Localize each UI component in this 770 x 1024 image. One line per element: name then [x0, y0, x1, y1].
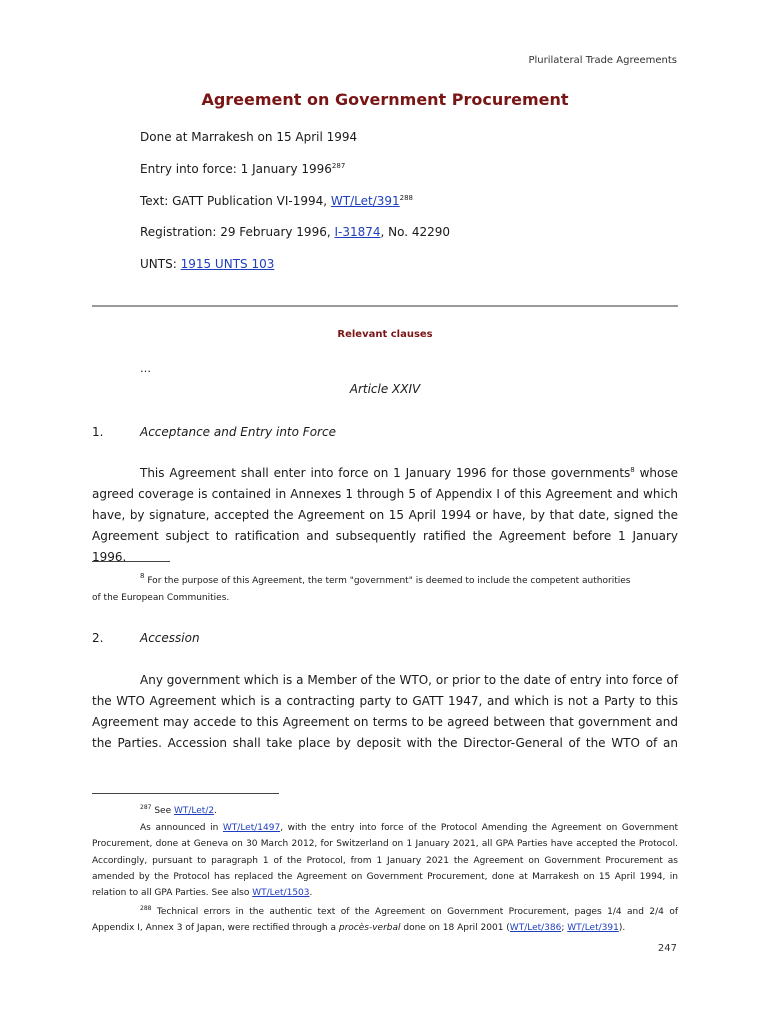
section-2-paragraph	[92, 670, 678, 754]
wt-let-386-link[interactable]: WT/Let/386	[509, 923, 562, 934]
footnote-287	[92, 803, 678, 819]
footnote-288-end: ).	[618, 923, 626, 934]
wt-let-1503-link[interactable]: WT/Let/1503	[252, 888, 310, 899]
unts-prefix: UNTS:	[140, 257, 181, 271]
registration-line	[140, 225, 450, 239]
footnote-288	[92, 904, 678, 937]
footnote-288-sep: ;	[561, 923, 568, 934]
registration-prefix: Registration: 29 February 1996,	[140, 225, 335, 239]
footnote-287-marker: 287	[140, 804, 152, 811]
footnote-288-text: Technical errors in the authentic text of the Agreement on Government Procurement, pages 1/4 and 2/4 of Appendix I, Annex 3 of Japan, were rectified through a	[92, 907, 678, 934]
footnote-ref-287[interactable]: 287	[331, 162, 346, 170]
section-1-heading: Acceptance and Entry into Force	[140, 425, 336, 439]
footnote-288-italic: procès-verbal	[338, 923, 401, 934]
done-at-line	[140, 130, 357, 144]
text-line	[140, 194, 413, 208]
footnote-8-text-2: of the European Communities.	[92, 593, 230, 603]
section-1-text-a: This Agreement shall enter into force on 1 January 1996 for those governments	[140, 466, 631, 480]
done-text: Done at Marrakesh on 15 April 1994	[140, 130, 358, 144]
footnote-287-continuation	[92, 820, 678, 901]
entry-into-force-line	[140, 162, 345, 176]
entry-text: Entry into force: 1 January 1996	[140, 162, 332, 176]
ellipsis: …	[140, 362, 151, 375]
section-2-number: 2.	[92, 631, 104, 645]
page-number: 247	[657, 943, 677, 954]
article-heading: Article XXIV	[349, 382, 421, 396]
registration-suffix: , No. 42290	[380, 225, 451, 239]
footnote-ref-8[interactable]: 8	[630, 466, 635, 474]
footnote-287-prefix: See	[151, 806, 174, 816]
footnote-8-marker: 8	[140, 572, 145, 580]
relevant-clauses-heading: Relevant clauses	[337, 329, 433, 340]
section-1-paragraph	[92, 463, 678, 568]
section-2-text: Any government which is a Member of the WTO, or prior to the date of entry into force of the WTO Agreement which is a contracting party to GATT 1947, and which is not a Party to this Agreement may accede to this Agreement on terms to be agreed between that government and the Parties. Accession shall take place by deposit with the Director-General of the WTO of an	[92, 673, 678, 750]
wt-let-2-link[interactable]: WT/Let/2	[173, 806, 215, 816]
footnote-287b-text: , with the entry into force of the Protocol Amending the Agreement on Government Procurement, done at Geneva on 30 March 2012, for Switzerland on 1 January 2021, all GPA Parties have accepted the Protocol. Accordingly, pursuant to paragraph 1 of the Protocol, from 1 January 2021 the Agreement on Government Procurement as amended by the Protocol has replaced the Agreement on Government Procurement, done at Marrakesh on 15 April 1994, in relation to all GPA Parties. See also	[92, 823, 678, 899]
wt-let-391-link[interactable]: WT/Let/391	[330, 194, 400, 208]
footnote-287-suffix: .	[214, 806, 217, 816]
footnotes-rule	[92, 793, 279, 794]
wt-let-1497-link[interactable]: WT/Let/1497	[222, 823, 281, 833]
section-1-number: 1.	[92, 425, 104, 439]
running-header: Plurilateral Trade Agreements	[528, 55, 677, 66]
section-1-text-b: whose agreed coverage is contained in Annexes 1 through 5 of Appendix I of this Agreement and which have, by signature, accepted the Agreement on 15 April 1994 or have, by that date, signed the Agreement subject to ratification and subsequently ratified the Agreement before 1 January 1996.	[92, 466, 678, 564]
section-divider	[92, 305, 678, 307]
footnote-288-marker: 288	[140, 905, 152, 912]
footnote-ref-288[interactable]: 288	[399, 194, 414, 202]
footnote-8-text: For the purpose of this Agreement, the term "government" is deemed to include the competent authorities	[144, 576, 631, 586]
section-2-heading: Accession	[140, 631, 200, 645]
page-title: Agreement on Government Procurement	[201, 90, 569, 109]
i-31874-link[interactable]: I-31874	[334, 225, 381, 239]
footnote-287b-end: .	[309, 888, 313, 899]
unts-line	[140, 257, 274, 271]
footnote-8-rule	[92, 561, 170, 562]
footnote-287b-prefix: As announced in	[140, 823, 223, 833]
wt-let-391-footnote-link[interactable]: WT/Let/391	[567, 923, 619, 934]
footnote-8	[92, 573, 652, 607]
unts-link[interactable]: 1915 UNTS 103	[180, 257, 275, 271]
text-prefix: Text: GATT Publication VI-1994,	[140, 194, 331, 208]
footnote-288-text-2: done on 18 April 2001 (	[400, 923, 510, 934]
